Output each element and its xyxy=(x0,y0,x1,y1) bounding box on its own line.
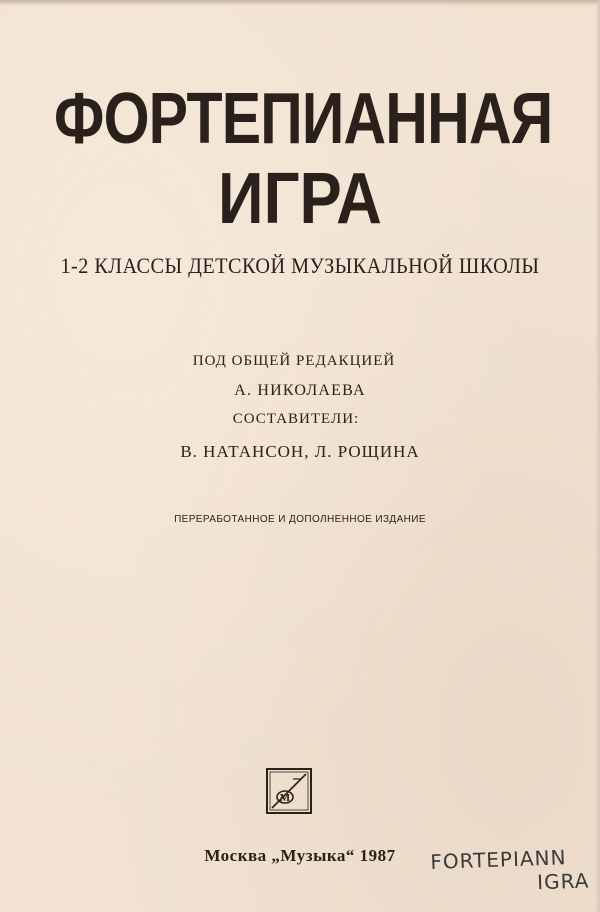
editor-name: А. НИКОЛАЕВА xyxy=(234,382,366,399)
edition-note: ПЕРЕРАБОТАННОЕ И ДОПОЛНЕННОЕ ИЗДАНИЕ xyxy=(174,514,426,525)
book-title-line-2: ИГРА xyxy=(218,159,382,239)
handwritten-line-2: IGRA xyxy=(536,868,590,895)
publisher-logo-icon xyxy=(263,765,315,817)
book-title-line-1: ФОРТЕПИАННАЯ xyxy=(54,79,553,159)
book-subtitle: 1-2 КЛАССЫ ДЕТСКОЙ МУЗЫКАЛЬНОЙ ШКОЛЫ xyxy=(60,253,540,278)
editor-label: ПОД ОБЩЕЙ РЕДАКЦИЕЙ xyxy=(192,353,396,369)
compilers-label: СОСТАВИТЕЛИ: xyxy=(232,411,360,427)
page-top-edge xyxy=(0,0,600,6)
compilers-names: В. НАТАНСОН, Л. РОЩИНА xyxy=(180,442,420,461)
handwritten-annotation xyxy=(430,844,600,912)
imprint-line: Москва „Музыка“ 1987 xyxy=(204,846,396,865)
handwritten-line-1: FORTEPIANN xyxy=(430,845,567,874)
publisher-logo-letter: М xyxy=(279,792,291,804)
